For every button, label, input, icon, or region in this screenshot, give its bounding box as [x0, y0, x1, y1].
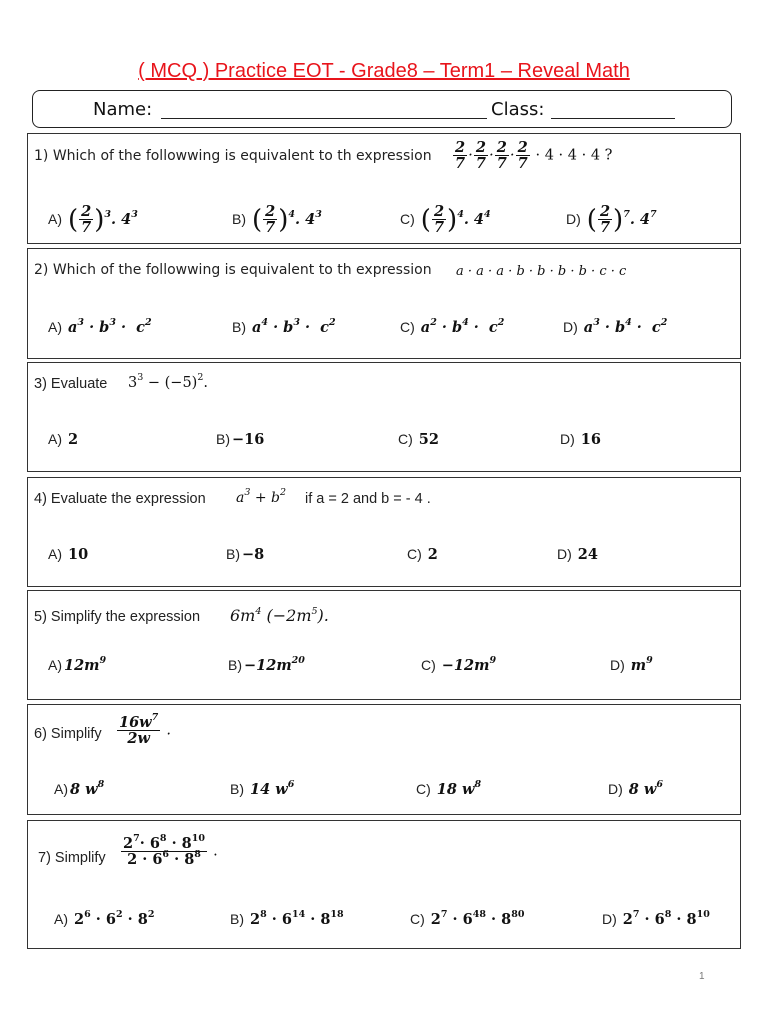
name-class-box: [32, 90, 732, 128]
option-c[interactable]: C) 52: [398, 431, 439, 448]
option-d[interactable]: D) $m^9$: [610, 655, 653, 674]
question-expression: $\frac{16w^7}{2w}$ .: [119, 712, 171, 748]
option-d[interactable]: D) 8 $w^6$: [608, 779, 664, 798]
option-d[interactable]: D) 16: [560, 431, 601, 448]
option-b[interactable]: $B) -12m^{20}$: [228, 655, 305, 674]
question-5: [27, 590, 741, 700]
option-c[interactable]: C) 18 $w^8$: [416, 779, 482, 798]
option-a[interactable]: A) $12m^9$: [48, 655, 107, 674]
question-text: 1) Which of the followwing is equivalent to th expression: [34, 148, 432, 164]
option-a[interactable]: A) ( $\frac{2}{7}$ )$^3$. $4^3$: [48, 203, 138, 237]
question-expression: $6m^4$ $(-2m^5)$.: [230, 606, 329, 625]
option-d[interactable]: D) 24: [557, 546, 598, 563]
option-a[interactable]: A) $2^6 \cdot 6^2 \cdot 8^2$: [54, 909, 155, 928]
option-d[interactable]: D) $a^3 \cdot b^4 \cdot c^2$: [563, 317, 668, 336]
question-1: [27, 133, 741, 244]
class-field[interactable]: [551, 118, 675, 119]
option-d[interactable]: D) $2^7 \cdot 6^8 \cdot 8^{10}$: [602, 909, 710, 928]
class-label: Class:: [491, 99, 545, 120]
question-2: [27, 248, 741, 359]
question-expression: $\frac{2^7\cdot 6^8 \cdot 8^{10}}{2 \cdot 6^6 \cdot 8^8}$ .: [123, 833, 218, 869]
option-a[interactable]: A) 8 $w^8$: [54, 779, 105, 798]
option-a[interactable]: A) 10: [48, 546, 89, 563]
name-label: Name:: [93, 99, 153, 120]
question-text: 7) Simplify: [38, 850, 106, 866]
question-expression: a · a · a · b · b · b · b · c · c: [456, 264, 627, 279]
question-text: 6) Simplify: [34, 726, 102, 742]
page-title: ( MCQ ) Practice EOT - Grade8 – Term1 – Reveal Math: [138, 60, 630, 82]
question-text: 2) Which of the followwing is equivalent to th expression: [34, 262, 432, 278]
option-a[interactable]: A) $a^3 \cdot b^3 \cdot c^2$: [48, 317, 152, 336]
option-b[interactable]: B) −16: [216, 431, 265, 448]
page-number: 1: [699, 971, 705, 982]
option-c[interactable]: C) ( $\frac{2}{7}$ )$^4$. $4^4$: [400, 203, 491, 237]
option-c[interactable]: $C) -12m^9$: [421, 655, 497, 674]
question-expression: $a^3 + b^2$: [236, 487, 287, 506]
option-b[interactable]: B) −8: [226, 546, 265, 563]
option-b[interactable]: B) $2^8 \cdot 6^{14} \cdot 8^{18}$: [230, 909, 344, 928]
question-expression: $\frac{2}{7}$ · $\frac{2}{7}$ · $\frac{2}{7}$ · $\frac{2}{7}$ · 4 · 4 · 4 ?: [455, 139, 613, 173]
question-4: [27, 477, 741, 587]
question-text: 4) Evaluate the expression: [34, 491, 206, 507]
option-c[interactable]: C) 2: [407, 546, 438, 563]
option-d[interactable]: D) ( $\frac{2}{7}$ )$^7$. $4^7$: [566, 203, 657, 237]
question-expression: $3^3 - (-5)^2$.: [128, 372, 208, 391]
option-c[interactable]: C) $a^2 \cdot b^4 \cdot c^2$: [400, 317, 505, 336]
question-text: 5) Simplify the expression: [34, 609, 201, 625]
option-b[interactable]: B) ( $\frac{2}{7}$ )$^4$. $4^3$: [232, 203, 322, 237]
question-text: 3) Evaluate: [34, 376, 108, 392]
question-6: [27, 704, 741, 815]
question-7: [27, 820, 741, 949]
option-b[interactable]: B) 14 $w^6$: [230, 779, 295, 798]
question-3: [27, 362, 741, 472]
option-b[interactable]: B) $a^4 \cdot b^3 \cdot c^2$: [232, 317, 336, 336]
option-c[interactable]: C) $2^7 \cdot 6^{48} \cdot 8^{80}$: [410, 909, 525, 928]
name-field[interactable]: [161, 118, 487, 119]
question-condition: if a = 2 and b = - 4 .: [305, 491, 431, 507]
option-a[interactable]: A) 2: [48, 431, 79, 448]
